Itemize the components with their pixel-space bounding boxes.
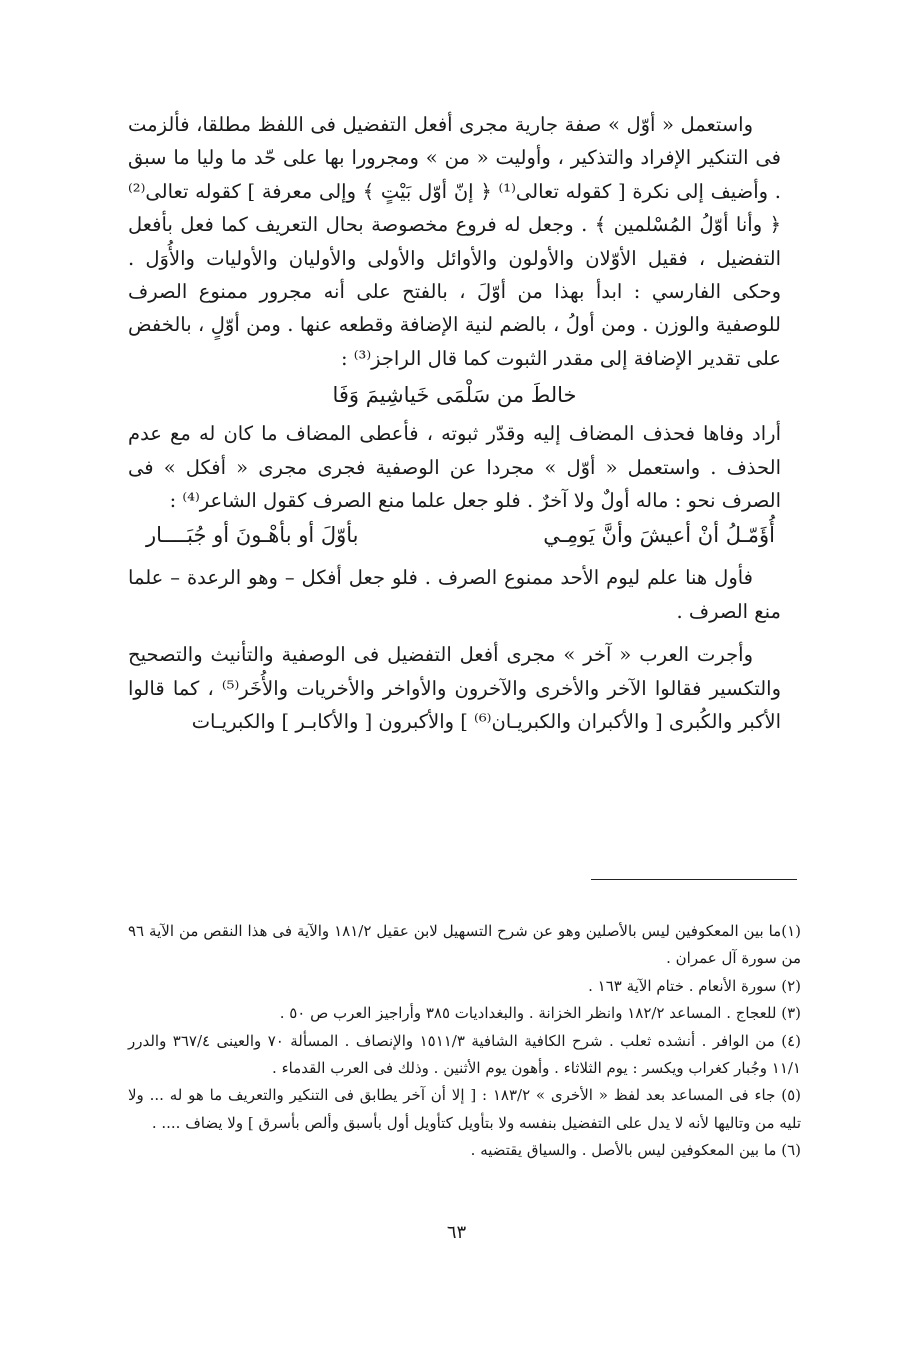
footnote-4: (٤) من الوافر . أنشده ثعلب . شرح الكافية الشافية ١٥١١/٣ والإنصاف . المسألة ٧٠ والعينى ٣٦٧/٤ والدرر ١١/١ وجُبار كغراب ويكسر : يوم الثلاثاء . وأهون يوم الأثنين . وذلك فى العرب القدماء .: [128, 1031, 801, 1078]
footnote-5: (٥) جاء فى المساعد بعد لفظ « الأخرى » ١٨٣/٢ : [ إلا أن آخر يطابق فى التنكير والتعريف ما هو له ... ولا تليه من وتاليها لأنه لا يدل على التفضيل بنفسه ولا بتأويل كتأويل أول بأسبق وألص بأسرق ] ولا يضاف .... .: [128, 1086, 801, 1132]
footnotes: [128, 918, 801, 1165]
footnote-divider: [591, 879, 797, 880]
paragraph-akhar: وأجرت العرب « آخر » مجرى أفعل التفضيل فى الوصفية والتأنيث والتصحيح والتكسير فقالوا الآخر والأخرى والآخرون والأواخر والأخريات والأُخَر⁽⁵⁾ ، كما قالوا الأكبر والكُبرى [ والأكبران والكبريـان⁽⁶⁾ ] والأكبرون [ والأكابـر ] والكبريـات: [128, 643, 781, 734]
paragraph-awwal-usage: واستعمل « أوّل » صفة جارية مجرى أفعل التفضيل فى اللفظ مطلقا، فألزمت فى التنكير الإفراد والتذكير ، وأوليت « من » ومجرورا بها على حّد ما وليا ما سبق . وأضيف إلى نكرة [ كقوله تعالى⁽¹⁾ ﴿ إنّ أوّل بَيْتٍ ﴾ وإلى معرفة ] كقوله تعالى⁽²⁾ ﴿ وأنا أوّلُ المُسْلمين ﴾ . وجعل له فروع مخصوصة بحال التعريف كما فعل بأفعل التفضيل ، فقيل الأوّلان والأولون والأوائل والأولى والأوليان والأوليات والأُوَل . وحكى الفارسي : ابدأ بهذا من أوّلَ ، بالفتح على أنه مجرور ممنوع الصرف للوصفية والوزن . ومن أولُ ، بالضم لنية الإضافة وقطعه عنها . ومن أوّلٍ ، بالخفض على تقدير الإضافة إلى مقدر الثبوت كما قال الراجز⁽³⁾ :: [128, 113, 782, 370]
second-hemistich: بأوّلَ أو بأهْـونَ أو جُبَــــار: [146, 523, 359, 548]
footnote-1: (١)ما بين المعكوفين ليس بالأصلين وهو عن شرح التسهيل لابن عقيل ١٨١/٢ والآية فى هذا النقص من الآية ٩٦ من سورة آل عمران .: [128, 922, 801, 968]
footnote-3: (٣) للعجاج . المساعد ١٨٢/٢ وانظر الخزانة . والبغداديات ٣٨٥ وأراجيز العرب ص ٥٠ .: [279, 1004, 801, 1023]
footnote-6: (٦) ما بين المعكوفين ليس بالأصل . والسياق يقتضيه .: [470, 1141, 801, 1160]
paragraph-wafaha: أراد وفاها فحذف المضاف إليه وقدّر ثبوته ، فأعطى المضاف ما كان له مع عدم الحذف . واستعمل « أوّل » مجردا عن الوصفية فجرى مجرى « أفكل » فى الصرف نحو : ماله أولٌ ولا آخرٌ . فلو جعل علما منع الصرف كقول الشاعر⁽⁴⁾ :: [128, 422, 781, 513]
main-text: [128, 108, 781, 739]
page-number: ٦٣: [446, 1222, 467, 1243]
poetry-couplet: [146, 517, 775, 553]
footnote-2: (٢) سورة الأنعام . ختام الآية ١٦٣ .: [588, 976, 801, 995]
verse-line: خالطَ من سَلْمَى خَياشِيمَ وَفَا: [332, 383, 577, 408]
paragraph-afkal: فأول هنا علم ليوم الأحد ممنوع الصرف . فلو جعل أفكل – وهو الرعدة – علما منع الصرف .: [128, 566, 781, 623]
first-hemistich: أُؤَمّـلُ أنْ أعيشَ وأنَّ يَومِـي: [543, 523, 775, 548]
